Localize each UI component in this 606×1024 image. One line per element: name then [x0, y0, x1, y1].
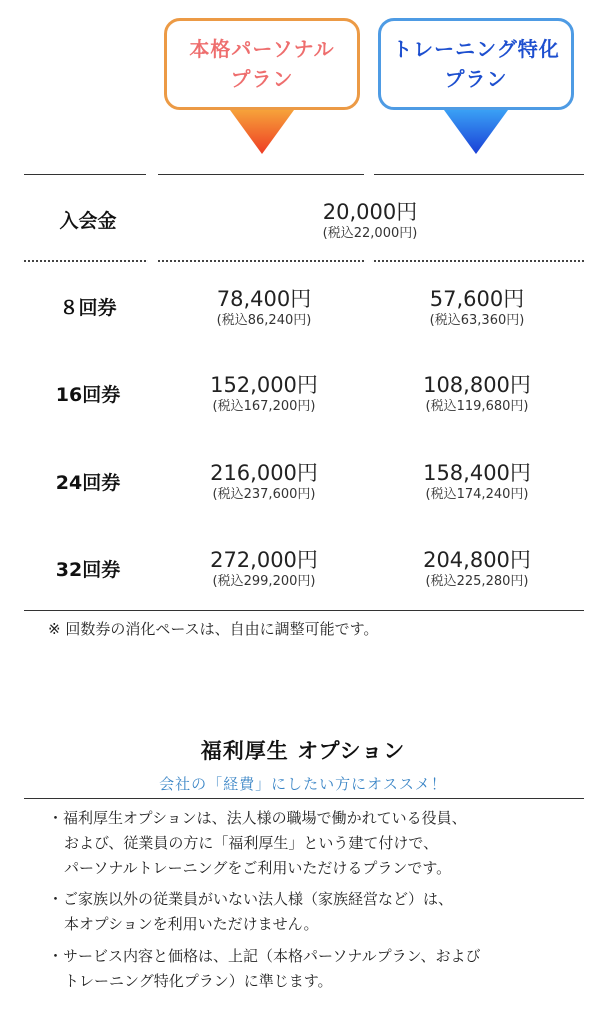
welfare-bullet-2 [48, 887, 453, 937]
ticket-32-label: 32回券 [55, 559, 121, 581]
training-plan-pointer-icon [444, 110, 508, 154]
bullet-line: パーソナルトレーニングをご利用いただけるプランです。 [64, 859, 452, 877]
ticket-24-personal-price [154, 460, 374, 504]
ticket-24-training-price [367, 460, 587, 504]
ticket-16-training-price [367, 372, 587, 416]
enrollment-label: 入会金 [59, 210, 117, 232]
welfare-rule [24, 798, 584, 799]
price-value: 158,400円 [423, 461, 531, 485]
welfare-option-subtitle: 会社の「経費」にしたい方にオススメ！ [159, 775, 447, 793]
bullet-line: ・ご家族以外の従業員がいない法人様（家族経営など）は、 [48, 890, 454, 908]
usage-note: ※ 回数券の消化ペースは、自由に調整可能です。 [48, 620, 379, 638]
enrollment-price [260, 199, 480, 243]
ticket-8-label: ８回券 [59, 297, 117, 319]
welfare-option-title: 福利厚生 オプション [200, 739, 406, 763]
price-value: 204,800円 [423, 548, 531, 572]
price-tax: (税込63,360円) [429, 313, 525, 328]
personal-plan-title-line2: プラン [230, 67, 294, 91]
price-value: 272,000円 [210, 548, 318, 572]
personal-plan-header [164, 18, 360, 110]
ticket-32-training-price [367, 547, 587, 591]
table-bottom-rule [24, 610, 584, 611]
bullet-line: および、従業員の方に「福利厚生」という建て付けで、 [64, 834, 439, 852]
ticket-32-personal-price [154, 547, 374, 591]
dotted-divider [24, 260, 146, 262]
price-value: 108,800円 [423, 373, 531, 397]
training-plan-title-line2: プラン [444, 67, 508, 91]
bullet-line: ・福利厚生オプションは、法人様の職場で働かれている役員、 [48, 809, 467, 827]
bullet-line: トレーニング特化プラン）に準じます。 [64, 972, 333, 990]
enrollment-price-value: 20,000円 [322, 200, 418, 224]
welfare-bullet-1 [48, 806, 467, 881]
bullet-line: 本オプションを利用いただけません。 [64, 915, 319, 933]
welfare-bullet-3 [48, 944, 480, 994]
price-tax: (税込174,240円) [425, 487, 529, 502]
ticket-16-personal-price [154, 372, 374, 416]
bullet-line: ・サービス内容と価格は、上記（本格パーソナルプラン、および [48, 947, 481, 965]
price-value: 57,600円 [429, 287, 525, 311]
training-plan-title-line1: トレーニング特化 [392, 37, 560, 61]
price-tax: (税込237,600円) [212, 487, 316, 502]
price-tax: (税込299,200円) [212, 574, 316, 589]
header-rule-personal [158, 174, 364, 175]
header-rule-training [374, 174, 584, 175]
price-value: 152,000円 [210, 373, 318, 397]
price-tax: (税込225,280円) [425, 574, 529, 589]
personal-plan-title-line1: 本格パーソナル [189, 37, 335, 61]
dotted-divider [158, 260, 364, 262]
personal-plan-pointer-icon [230, 110, 294, 154]
enrollment-price-tax: (税込22,000円) [322, 226, 418, 241]
ticket-16-label: 16回券 [55, 384, 121, 406]
price-value: 78,400円 [216, 287, 312, 311]
price-tax: (税込167,200円) [212, 399, 316, 414]
header-rule-label [24, 174, 146, 175]
dotted-divider [374, 260, 584, 262]
training-plan-header [378, 18, 574, 110]
price-tax: (税込86,240円) [216, 313, 312, 328]
ticket-24-label: 24回券 [55, 472, 121, 494]
ticket-8-personal-price [154, 286, 374, 330]
price-value: 216,000円 [210, 461, 318, 485]
ticket-8-training-price [367, 286, 587, 330]
price-tax: (税込119,680円) [425, 399, 529, 414]
